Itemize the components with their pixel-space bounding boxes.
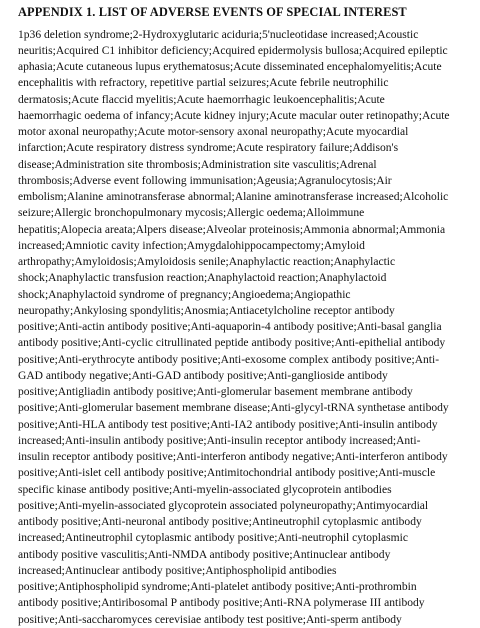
text-line: disease;Administration site thrombosis;Administration site vasculitis;Adrenal [18,158,377,171]
text-line: embolism;Alanine aminotransferase abnormal;Alanine aminotransferase increased;Alcoholic [18,191,449,203]
text-line: increased;Amniotic cavity infection;Amygdalohippocampectomy;Amyloid [18,239,365,252]
text-line: positive;Anti-glomerular basement membrane disease;Anti-glycyl-tRNA synthetase antibody [18,402,449,415]
text-line: GAD antibody negative;Anti-GAD antibody positive;Anti-ganglioside antibody [18,369,388,382]
text-line: increased;Antineutrophil cytoplasmic antibody positive;Anti-neutrophil cytoplasmic [18,532,408,545]
text-line: increased;Anti-insulin antibody positive;Anti-insulin receptor antibody increased;Anti- [18,434,421,447]
text-line: positive;Anti-saccharomyces cerevisiae antibody test positive;Anti-sperm antibody [18,613,402,626]
text-line: thrombosis;Adverse event following immunisation;Ageusia;Agranulocytosis;Air [18,174,392,187]
text-line: positive;Anti-HLA antibody test positive;Anti-IA2 antibody positive;Anti-insulin antibody [18,418,438,431]
text-line: antibody positive vasculitis;Anti-NMDA antibody positive;Antinuclear antibody [18,548,391,561]
text-line: positive;Anti-erythrocyte antibody positive;Anti-exosome complex antibody positive;Anti- [18,353,440,366]
text-line: infarction;Acute respiratory distress syndrome;Acute respiratory failure;Addison's [18,142,399,155]
text-line: positive;Anti-myelin-associated glycoprotein associated polyneuropathy;Antimyocardial [18,499,429,512]
appendix-heading: APPENDIX 1. LIST OF ADVERSE EVENTS OF SPECIAL INTEREST [18,5,407,19]
text-line: dermatosis;Acute flaccid myelitis;Acute haemorrhagic leukoencephalitis;Acute [18,93,385,106]
text-line: insulin receptor antibody positive;Anti-interferon antibody negative;Anti-interferon antibody [18,451,448,463]
text-line: positive;Antiphospholipid syndrome;Anti-platelet antibody positive;Anti-prothrombin [18,581,417,593]
text-line: increased;Antinuclear antibody positive;Antiphospholipid antibodies [18,564,337,577]
text-line: positive;Antigliadin antibody positive;Anti-glomerular basement membrane antibody [18,386,413,398]
text-line: aphasia;Acute cutaneous lupus erythematosus;Acute disseminated encephalomyelitis;Acute [18,61,442,73]
text-line: antibody positive;Anti-neuronal antibody positive;Antineutrophil cytoplasmic antibody [18,516,422,528]
text-line: motor axonal neuropathy;Acute motor-sensory axonal neuropathy;Acute myocardial [18,126,409,138]
text-line: encephalitis with refractory, repetitive partial seizures;Acute febrile neutrophilic [18,77,389,90]
text-line: shock;Anaphylactoid syndrome of pregnancy;Angioedema;Angiopathic [18,288,351,301]
text-line: neuropathy;Ankylosing spondylitis;Anosmia;Antiacetylcholine receptor antibody [18,304,395,317]
text-line: positive;Anti-islet cell antibody positive;Antimitochondrial antibody positive;Anti-muscle [18,467,436,480]
text-line: antibody positive;Anti-cyclic citrullinated peptide antibody positive;Anti-epithelial antibody [18,337,446,350]
text-line: seizure;Allergic bronchopulmonary mycosis;Allergic oedema;Alloimmune [18,207,365,220]
text-line: specific kinase antibody positive;Anti-myelin-associated glycoprotein antibodies [18,483,392,496]
text-line: neuritis;Acquired C1 inhibitor deficiency;Acquired epidermolysis bullosa;Acquired epileptic [18,44,448,57]
adverse-events-list [18,27,476,628]
text-line: antibody positive;Antiribosomal P antibody positive;Anti-RNA polymerase III antibody [18,597,425,610]
text-line: hepatitis;Alopecia areata;Alpers disease;Alveolar proteinosis;Ammonia abnormal;Ammonia [18,223,446,236]
text-line: positive;Anti-actin antibody positive;Anti-aquaporin-4 antibody positive;Anti-basal ganglia [18,321,442,333]
text-line: shock;Anaphylactic transfusion reaction;Anaphylactoid reaction;Anaphylactoid [18,272,387,285]
text-line: 1p36 deletion syndrome;2-Hydroxyglutaric aciduria;5'nucleotidase increased;Acoustic [18,28,419,41]
text-line: haemorrhagic oedema of infancy;Acute kidney injury;Acute macular outer retinopathy;Acute [18,109,450,122]
text-line: arthropathy;Amyloidosis;Amyloidosis senile;Anaphylactic reaction;Anaphylactic [18,256,396,268]
